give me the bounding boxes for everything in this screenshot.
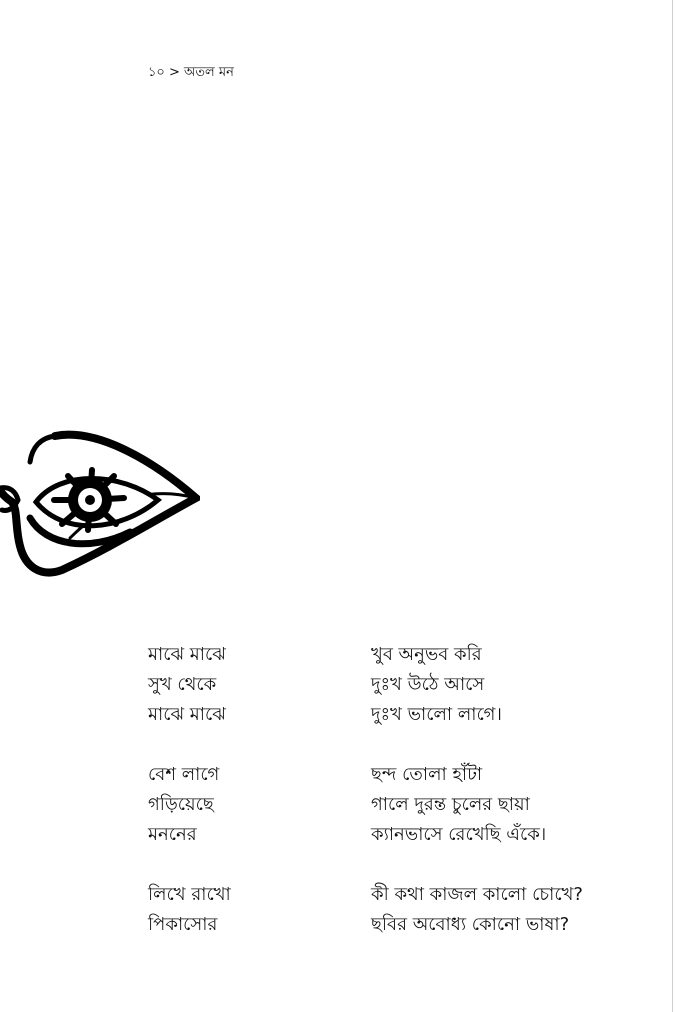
- poem-line: লিখে রাখো: [148, 884, 231, 905]
- poem-line: মাঝে মাঝে: [148, 704, 226, 725]
- poem-line: দুঃখ উঠে আসে: [371, 674, 485, 695]
- stanza-2-left: [148, 760, 231, 850]
- poem-line: ছন্দ তোলা হাঁটা: [371, 764, 483, 785]
- stanza-3-left: [148, 880, 231, 970]
- poem-line: মননের: [148, 824, 197, 845]
- stanza-2-right: [371, 760, 583, 850]
- poem-line: দুঃখ ভালো লাগে।: [371, 704, 502, 725]
- stanza-1-right: [371, 640, 583, 730]
- poem-line: গড়িয়েছে: [148, 794, 214, 815]
- page-edge-line: [672, 0, 673, 1012]
- poem-line: ক্যানভাসে রেখেছি এঁকে।: [371, 824, 547, 845]
- poem-line: খুব অনুভব করি: [371, 644, 482, 665]
- poem-line: গালে দুরন্ত চুলের ছায়া: [371, 794, 530, 815]
- poem-line: পিকাসোর: [148, 914, 218, 935]
- poem-line: ছবির অবোধ্য কোনো ভাষা?: [371, 914, 570, 935]
- poem-right-column: [371, 640, 583, 1000]
- poem-line: বেশ লাগে: [148, 764, 220, 785]
- poem-left-column: [148, 640, 231, 1000]
- running-head: ১০ > অতল মন: [148, 65, 234, 80]
- poem-line: মাঝে মাঝে: [148, 644, 226, 665]
- stanza-1-left: [148, 640, 231, 730]
- poem-line: সুখ থেকে: [148, 674, 217, 695]
- poem-line: কী কথা কাজল কালো চোখে?: [371, 884, 583, 905]
- stanza-3-right: [371, 880, 583, 970]
- eye-icon: [0, 428, 200, 578]
